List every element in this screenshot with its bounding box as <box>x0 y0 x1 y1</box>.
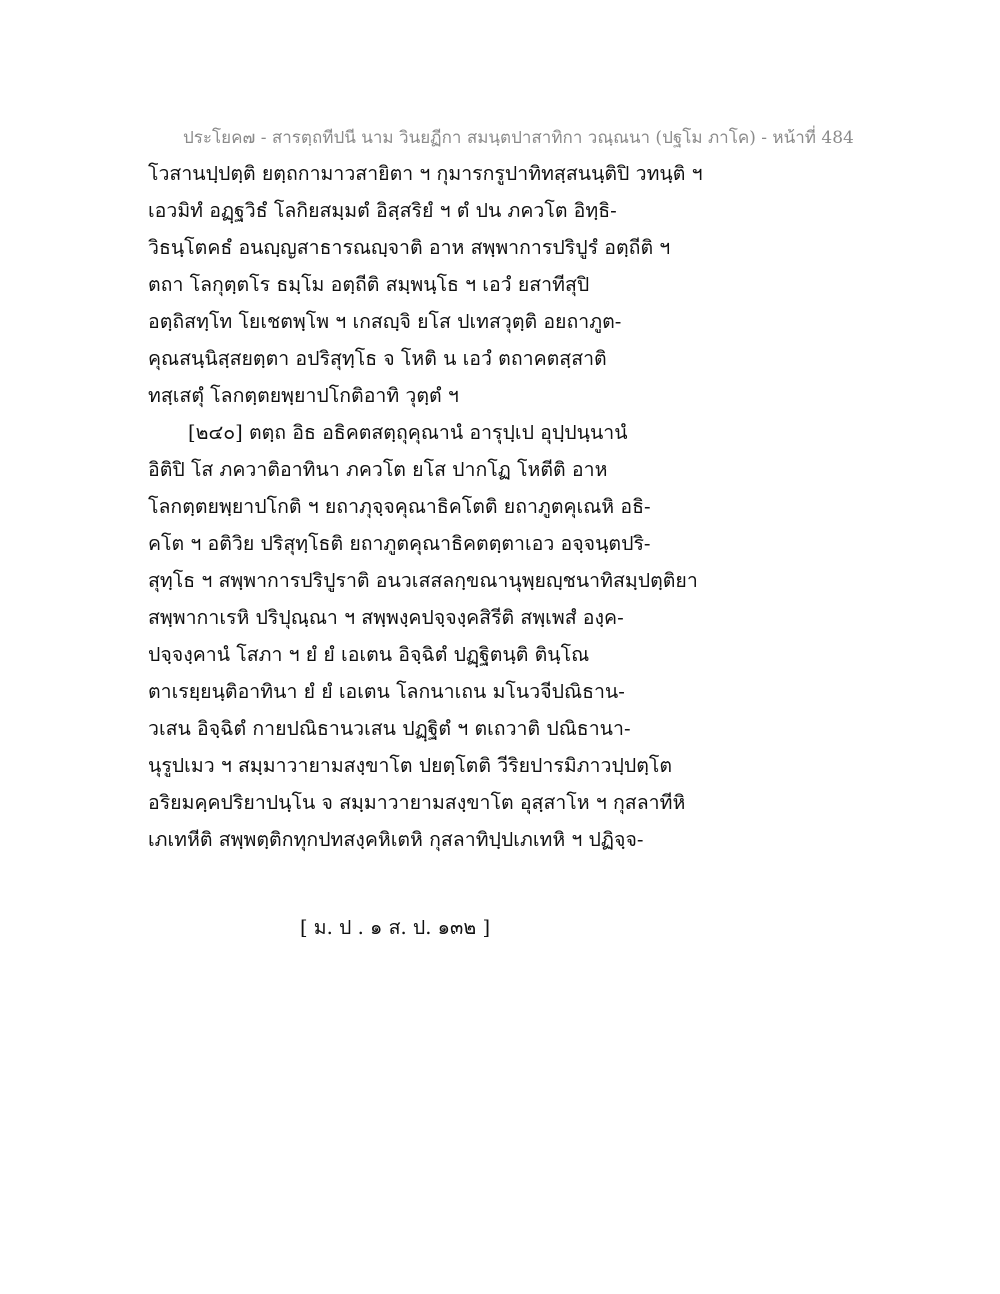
text-line: โลกตฺตยพฺยาปโกติ ฯ ยถาภุจฺจคุณาธิคโตติ ยถาภูตคุเณหิ อธิ- <box>148 495 651 518</box>
text-line: เภเทหีติ สพฺพตฺติกทุกปทสงฺคหิเตหิ กุสลาทิปฺปเภเทหิ ฯ ปฏิจฺจ- <box>148 828 644 851</box>
text-line: คุณสนฺนิสฺสยตฺตา อปริสุทฺโธ จ โหติ น เอวํ ตถาคตสฺสาติ <box>148 347 607 370</box>
text-line: สพฺพากาเรหิ ปริปุณฺณา ฯ สพฺพงฺคปจฺจงฺคสิรีติ สพฺเพสํ องฺค- <box>148 606 624 629</box>
text-line: คโต ฯ อติวิย ปริสุทฺโธติ ยถาภูตคุณาธิคตตฺตาเอว อจฺจนฺตปริ- <box>148 532 651 555</box>
text-line: ตาเรยฺยนฺติอาทินา ยํ ยํ เอเตน โลกนาเถน มโนวจีปณิธาน- <box>148 680 625 703</box>
text-line: เอวมิทํ อฏฺฐวิธํ โลกิยสมฺมตํ อิสฺสริยํ ฯ ตํ ปน ภควโต อิทฺธิ- <box>148 199 617 222</box>
body-text <box>148 155 868 858</box>
page-header: ประโยค๗ - สารตฺถทีปนี นาม วินยฏีกา สมนฺตปาสาทิกา วณฺณนา (ปฐโม ภาโค) - หน้าที่ 484 <box>183 128 854 148</box>
text-line: ตถา โลกุตฺตโร ธมฺโม อตฺถีติ สมฺพนฺโธ ฯ เอวํ ยสาทีสุปิ <box>148 273 590 296</box>
text-line: ตตฺถ อิธ อธิคตสตฺถุคุณานํ อารุปฺเป อุปฺปนฺนานํ <box>248 421 628 444</box>
text-line: วิธนฺโตคธํ อนญฺญสาธารณญฺจาติ อาห สพฺพาการปริปูรํ อตฺถีติ ฯ <box>148 236 671 259</box>
paragraph-number: [๒๔๐] <box>188 421 243 444</box>
text-line: อริยมคฺคปริยาปนฺโน จ สมฺมาวายามสงฺขาโต อุสฺสาโห ฯ กุสลาทีหิ <box>148 791 686 814</box>
text-line: อิติปิ โส ภควาติอาทินา ภควโต ยโส ปากโฏ โหตีติ อาห <box>148 458 608 481</box>
text-line: ทสฺเสตุํ โลกตฺตยพฺยาปโกติอาทิ วุตฺตํ ฯ <box>148 384 459 407</box>
text-line: สุทฺโธ ฯ สพฺพาการปริปูราติ อนวเสสลกฺขณานุพฺยญฺชนาทิสมฺปตฺติยา <box>148 569 698 592</box>
text-line: วเสน อิจฺฉิตํ กายปณิธานวเสน ปฏฺฐิตํ ฯ ตเถวาติ ปณิธานา- <box>148 717 631 740</box>
page-reference-footnote: [ ม. ป . ๑ ส. ป. ๑๓๒ ] <box>300 916 491 939</box>
text-line: อตฺถิสทฺโท โยเชตพฺโพ ฯ เกสญฺจิ ยโส ปเทสวุตฺติ อยถาภูต- <box>148 310 622 333</box>
text-line: ปจฺจงฺคานํ โสภา ฯ ยํ ยํ เอเตน อิจฺฉิตํ ปฏฺฐิตนฺติ ตินฺโณ <box>148 643 590 666</box>
text-line: โวสานปฺปตฺติ ยตฺถกามาวสายิตา ฯ กุมารกรูปาทิทสฺสนนฺติปิ วทนฺติ ฯ <box>148 162 703 185</box>
text-line: นุรูปเมว ฯ สมฺมาวายามสงฺขาโต ปยตฺโตติ วีริยปารมิภาวปฺปตฺโต <box>148 754 673 777</box>
paragraph-start-line <box>148 414 868 451</box>
